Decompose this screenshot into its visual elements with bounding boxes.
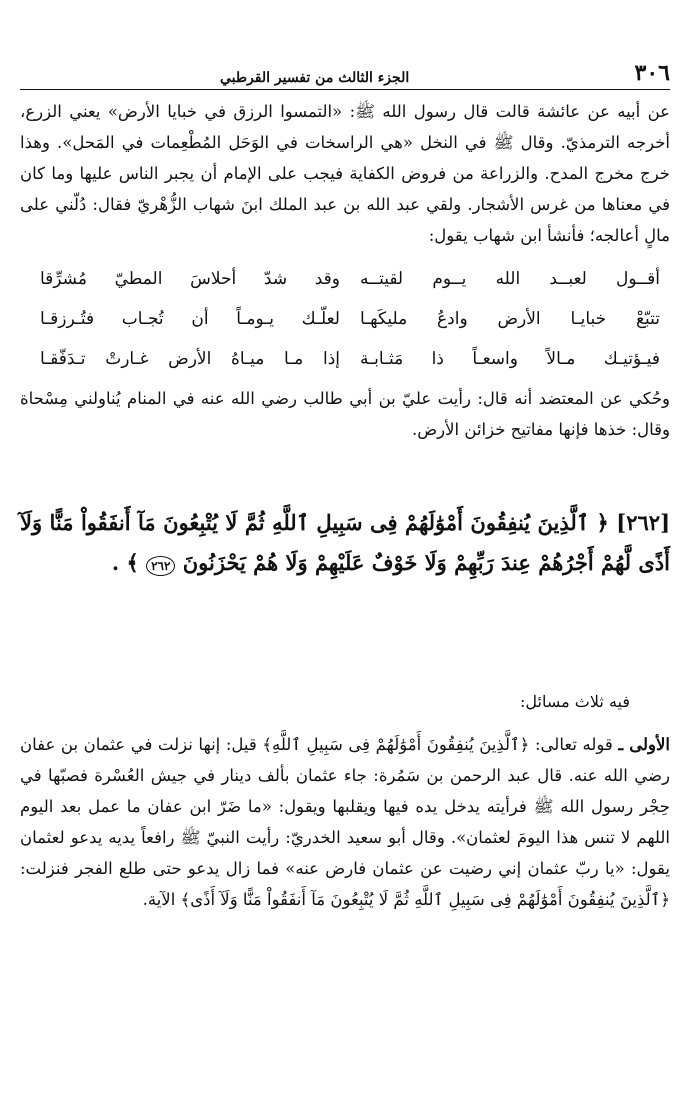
poem-hemistich-right: فيـؤتيـك مـالاً واسعـاً ذا مَثـابـة: [360, 349, 660, 369]
issue-first-lead: الأولى ـ: [618, 735, 670, 754]
poem-verse-2: [20, 299, 670, 339]
poem-hemistich-left: وقد شدّ أحلاسَ المطيّ مُشرِّقا: [40, 269, 340, 289]
poem-hemistich-left: لعلّـك يـومـاً أن تُجـاب فتُـرزقـا: [40, 309, 340, 329]
poem-verse-3: [20, 339, 670, 379]
verse-closing: ﴾ .: [111, 550, 139, 575]
paragraph-mutadid: وحُكي عن المعتضد أنه قال: رأيت عليّ بن أبي طالب رضي الله عنه في المنام يُناولني مِسْحاة وقال: خذها فإنها مفاتيح خزائن الأرض.: [20, 389, 670, 439]
poem-hemistich-right: أقــول لعبــد الله يــوم لقيتــه: [360, 269, 660, 289]
paragraph-hadith-agriculture: عن أبيه عن عائشة قالت قال رسول الله ﷺ: «التمسوا الرزق في خبايا الأرض» يعني الزرع، أخرجه الترمذيّ. وقال ﷺ في النخل «هي الراسخات في الوَحَل المُطْعِمات في المَحل». وهذا خرج مخرج المدح. والزراعة من فروض الكفاية فيجب على الإمام أن يجبر الناس عليها وما كان في معناها من غرس الأشجار. ولقي عبد الله بن عبد الملك ابنَ شهاب الزُّهْريّ فقال: دُلّني على مالٍ أعالجه؛ فأنشأ ابن شهاب يقول:: [20, 102, 670, 245]
book-page: [20, 56, 670, 915]
page-header: [20, 56, 670, 90]
quran-verse: [20, 503, 670, 583]
poem-hemistich-right: تتبّعْ خبايـا الأرض وادعُ مليكَهـا: [360, 309, 660, 329]
poem-verse-1: [20, 259, 670, 299]
poem: [20, 259, 670, 379]
issue-first: [20, 729, 670, 915]
page-number: ٣٠٦: [634, 60, 670, 86]
verse-number: [٢٦٢]: [616, 510, 671, 535]
running-title: الجزء الثالث من تفسير القرطبي: [220, 70, 410, 86]
verse-text: ﴿ ٱلَّذِينَ يُنفِقُونَ أَمْوَٰلَهُمْ فِى سَبِيلِ ٱللَّهِ ثُمَّ لَا يُتْبِعُونَ مَآ أَنفَقُواْ مَنًّا وَلَآ أَذًى لَّهُمْ أَجْرُهُمْ عِندَ رَبِّهِمْ وَلَا خَوْفٌ عَلَيْهِمْ وَلَا هُمْ يَحْزَنُونَ: [20, 510, 670, 575]
issues-intro: فيه ثلاث مسائل:: [520, 692, 630, 711]
ayah-end-marker: ٢٦٢: [146, 556, 175, 576]
poem-hemistich-left: إذا مـا ميـاهُ الأرض غـارتْ تـدَفّقـا: [40, 349, 340, 369]
issue-first-text: قوله تعالى: ﴿ٱلَّذِينَ يُنفِقُونَ أَمْوَٰلَهُمْ فِى سَبِيلِ ٱللَّهِ﴾ قيل: إنها نزلت في عثمان بن عفان رضي الله عنه. قال عبد الرحمن بن سَمُرة: جاء عثمان بألف دينار في جيش العُسْرة فصبّها في حِجْر رسول الله ﷺ فرأيته يدخل يده فيها ويقلبها ويقول: «ما ضَرّ ابن عفان ما عمل بعد اليوم اللهم لا تنس هذا اليومَ لعثمان». وقال أبو سعيد الخدريّ: رأيت النبيّ ﷺ رافعاً يديه يدعو لعثمان يقول: «يا ربّ عثمان إني رضيت عن عثمان فارض عنه» فما زال يدعو حتى طلع الفجر فنزلت: ﴿ٱلَّذِينَ يُنفِقُونَ أَمْوَٰلَهُمْ فِى سَبِيلِ ٱللَّهِ ثُمَّ لَا يُتْبِعُونَ مَآ أَنفَقُواْ مَنًّا وَلَآ أَذًى﴾ الآية.: [20, 735, 670, 909]
